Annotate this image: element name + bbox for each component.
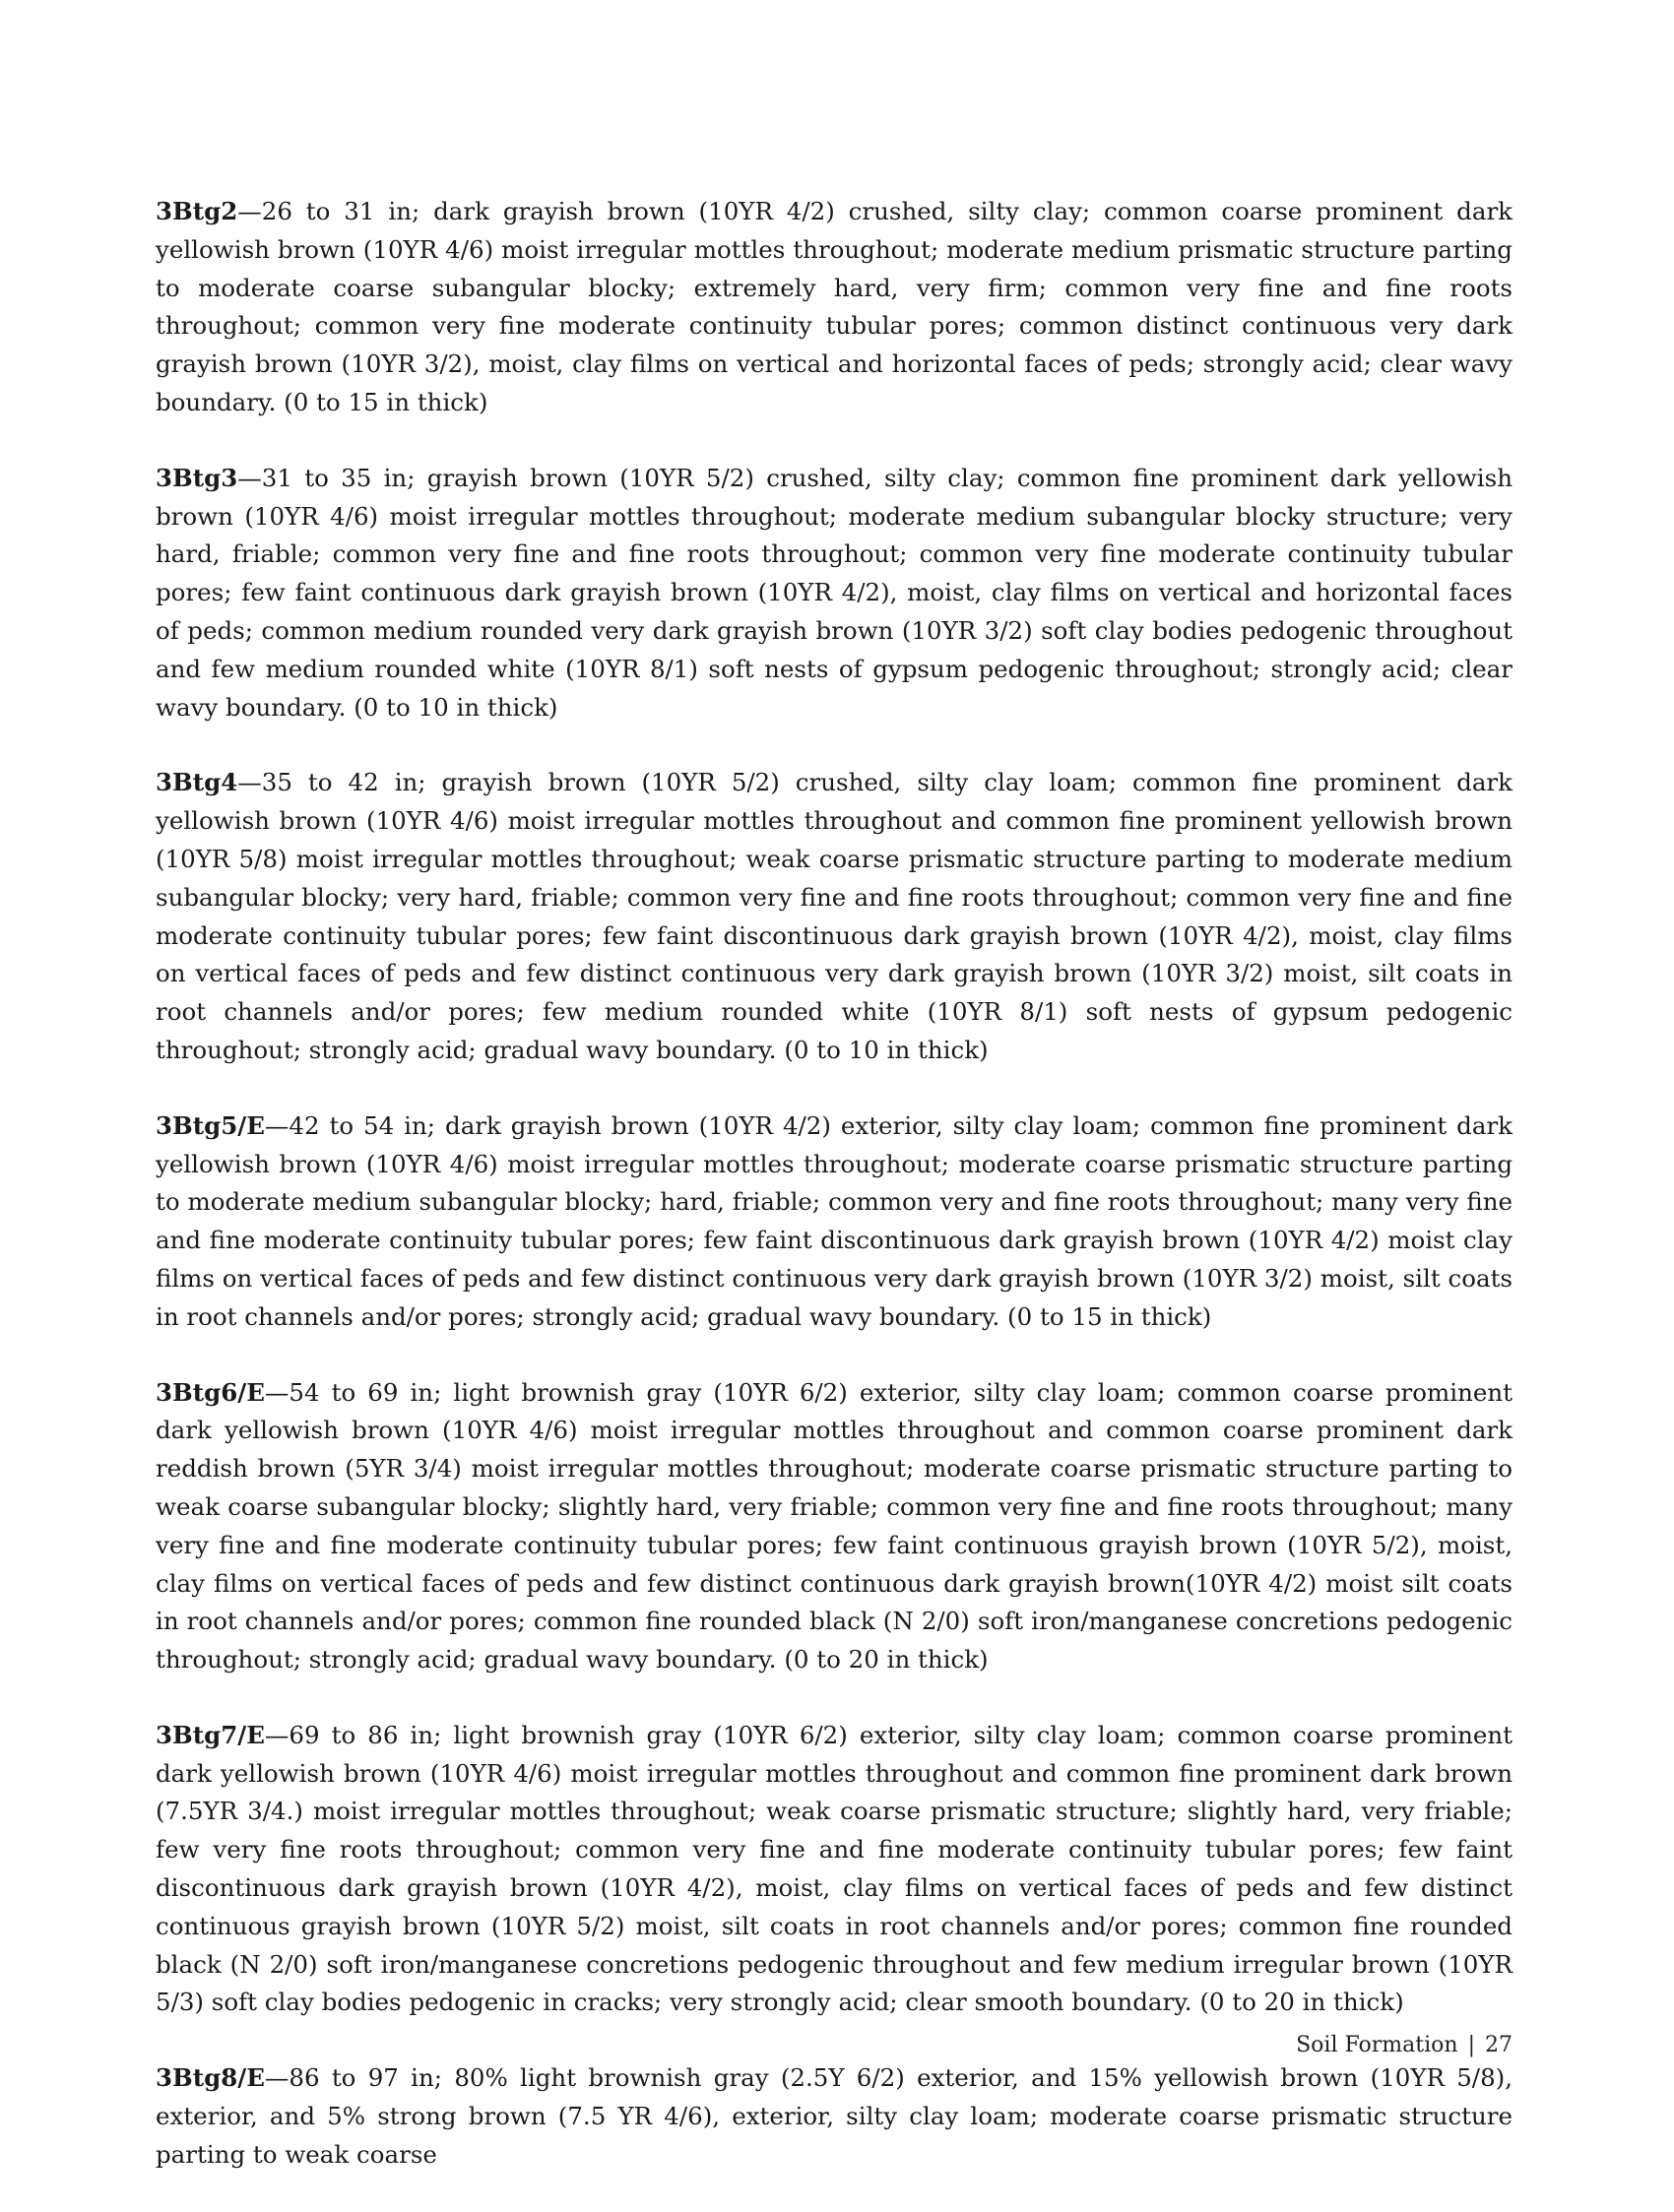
horizon-description: —54 to 69 in; light brownish gray (10YR 6/2) exterior, silty clay loam; common coarse prominent dark yellowish brown (10YR 4/6) moist irregular mottles throughout and common coarse prominent dark reddish brown (5YR 3/4) moist irregular mottles throughout; moderate coarse prismatic structure parting to weak coarse subangular blocky; slightly hard, very friable; common very fine and fine roots throughout; many very fine and fine moderate continuity tubular pores; few faint continuous grayish brown (10YR 5/2), moist, clay films on vertical faces of peds and few distinct continuous dark grayish brown(10YR 4/2) moist silt coats in root channels and/or pores; common fine rounded black (N 2/0) soft iron/manganese concretions pedogenic throughout; strongly acid; gradual wavy boundary. (0 to 20 in thick) [156,1377,1513,1675]
horizon-paragraph-3btg8-e [156,2059,1513,2174]
horizon-paragraph-3btg4 [156,764,1513,1069]
horizon-paragraph-3btg5-e [156,1107,1513,1337]
horizon-paragraph-3btg3 [156,460,1513,727]
horizon-paragraph-3btg2 [156,193,1513,422]
horizon-name: 3Btg8/E [156,2063,265,2093]
horizon-description: —86 to 97 in; 80% light brownish gray (2.5Y 6/2) exterior, and 15% yellowish brown (10YR 5/8), exterior, and 5% strong brown (7.5 YR 4/6), exterior, silty clay loam; moderate coarse prismatic structure parting to weak coarse [156,2063,1513,2169]
horizon-paragraph-3btg7-e [156,1717,1513,2022]
horizon-name: 3Btg6/E [156,1377,265,1407]
horizon-description: —26 to 31 in; dark grayish brown (10YR 4/2) crushed, silty clay; common coarse prominent dark yellowish brown (10YR 4/6) moist irregular mottles throughout; moderate medium prismatic structure parting to moderate coarse subangular blocky; extremely hard, very firm; common very fine and fine roots throughout; common very fine moderate continuity tubular pores; common distinct continuous very dark grayish brown (10YR 3/2), moist, clay films on vertical and horizontal faces of peds; strongly acid; clear wavy boundary. (0 to 15 in thick) [156,197,1513,416]
page-body [156,193,1513,2212]
footer-separator: | [1467,2033,1475,2057]
footer-title: Soil Formation [1296,2033,1458,2057]
page-number: 27 [1485,2033,1513,2057]
page-footer [1296,2031,1513,2060]
horizon-name: 3Btg7/E [156,1720,265,1749]
horizon-name: 3Btg3 [156,463,238,492]
horizon-name: 3Btg5/E [156,1110,265,1140]
horizon-name: 3Btg4 [156,768,238,797]
horizon-paragraph-3btg6-e [156,1374,1513,1679]
horizon-description: —69 to 86 in; light brownish gray (10YR 6/2) exterior, silty clay loam; common coarse prominent dark yellowish brown (10YR 4/6) moist irregular mottles throughout and common fine prominent dark brown (7.5YR 3/4.) moist irregular mottles throughout; weak coarse prismatic structure; slightly hard, very friable; few very fine roots throughout; common very fine and fine moderate continuity tubular pores; few faint discontinuous dark grayish brown (10YR 4/2), moist, clay films on vertical faces of peds and few distinct continuous grayish brown (10YR 5/2) moist, silt coats in root channels and/or pores; common fine rounded black (N 2/0) soft iron/manganese concretions pedogenic throughout and few medium irregular brown (10YR 5/3) soft clay bodies pedogenic in cracks; very strongly acid; clear smooth boundary. (0 to 20 in thick) [156,1720,1513,2017]
horizon-description: —35 to 42 in; grayish brown (10YR 5/2) crushed, silty clay loam; common fine prominent dark yellowish brown (10YR 4/6) moist irregular mottles throughout and common fine prominent yellowish brown (10YR 5/8) moist irregular mottles throughout; weak coarse prismatic structure parting to moderate medium subangular blocky; very hard, friable; common very fine and fine roots throughout; common very fine and fine moderate continuity tubular pores; few faint discontinuous dark grayish brown (10YR 4/2), moist, clay films on vertical faces of peds and few distinct continuous very dark grayish brown (10YR 3/2) moist, silt coats in root channels and/or pores; few medium rounded white (10YR 8/1) soft nests of gypsum pedogenic throughout; strongly acid; gradual wavy boundary. (0 to 10 in thick) [156,768,1513,1064]
horizon-name: 3Btg2 [156,197,238,225]
horizon-description: —31 to 35 in; grayish brown (10YR 5/2) crushed, silty clay; common fine prominent dark yellowish brown (10YR 4/6) moist irregular mottles throughout; moderate medium subangular blocky structure; very hard, friable; common very fine and fine roots throughout; common very fine moderate continuity tubular pores; few faint continuous dark grayish brown (10YR 4/2), moist, clay films on vertical and horizontal faces of peds; common medium rounded very dark grayish brown (10YR 3/2) soft clay bodies pedogenic throughout and few medium rounded white (10YR 8/1) soft nests of gypsum pedogenic throughout; strongly acid; clear wavy boundary. (0 to 10 in thick) [156,463,1513,722]
horizon-description: —42 to 54 in; dark grayish brown (10YR 4/2) exterior, silty clay loam; common fine prominent dark yellowish brown (10YR 4/6) moist irregular mottles throughout; moderate coarse prismatic structure parting to moderate medium subangular blocky; hard, friable; common very and fine roots throughout; many very fine and fine moderate continuity tubular pores; few faint discontinuous dark grayish brown (10YR 4/2) moist clay films on vertical faces of peds and few distinct continuous very dark grayish brown (10YR 3/2) moist, silt coats in root channels and/or pores; strongly acid; gradual wavy boundary. (0 to 15 in thick) [156,1110,1513,1331]
